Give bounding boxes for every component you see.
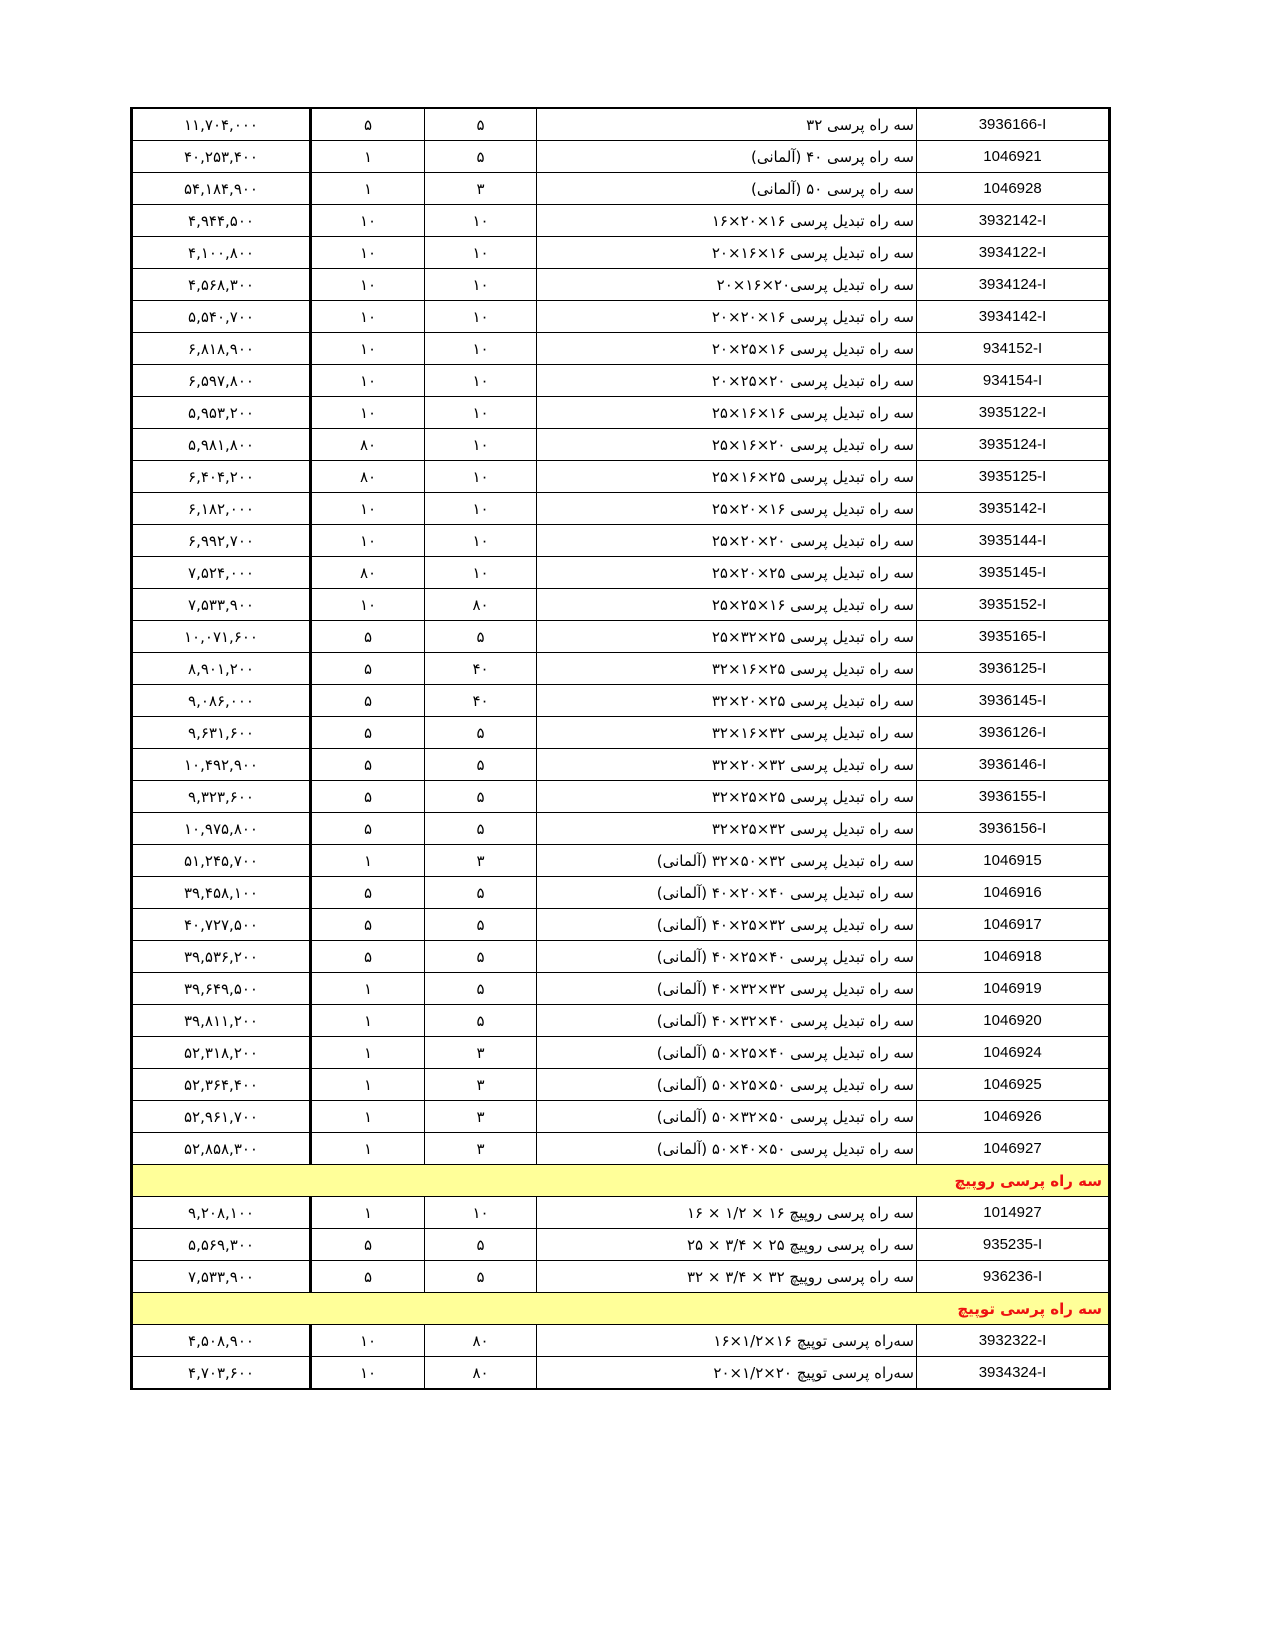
qty-box-cell: ۱: [311, 1133, 425, 1165]
price-cell: ۴,۵۰۸,۹۰۰: [132, 1325, 311, 1357]
table-row: [132, 1197, 1110, 1229]
table-row: [132, 717, 1110, 749]
description-cell: سه راه پرسی روپیچ ۲۵ × ۳/۴ × ۲۵: [537, 1229, 917, 1261]
table-row: [132, 429, 1110, 461]
qty-carton-cell: ۵: [425, 973, 537, 1005]
section-title: سه راه پرسی توپیچ: [132, 1293, 1110, 1325]
qty-carton-cell: ۴۰: [425, 685, 537, 717]
qty-carton-cell: ۸۰: [425, 1357, 537, 1390]
description-cell: سه راه تبدیل پرسی ۱۶×۲۰×۲۰: [537, 301, 917, 333]
product-code-cell: 3934142-I: [917, 301, 1110, 333]
qty-carton-cell: ۱۰: [425, 397, 537, 429]
qty-carton-cell: ۱۰: [425, 333, 537, 365]
price-cell: ۱۰,۰۷۱,۶۰۰: [132, 621, 311, 653]
qty-carton-cell: ۱۰: [425, 365, 537, 397]
product-code-cell: 1046927: [917, 1133, 1110, 1165]
price-cell: ۹,۶۳۱,۶۰۰: [132, 717, 311, 749]
description-cell: سه راه تبدیل پرسی ۵۰×۲۵×۵۰ (آلمانی): [537, 1069, 917, 1101]
table-row: [132, 269, 1110, 301]
table-row: [132, 1229, 1110, 1261]
qty-carton-cell: ۵: [425, 877, 537, 909]
description-cell: سه راه تبدیل پرسی ۵۰×۳۲×۵۰ (آلمانی): [537, 1101, 917, 1133]
product-code-cell: 3935124-I: [917, 429, 1110, 461]
product-code-cell: 1046925: [917, 1069, 1110, 1101]
description-cell: سه راه تبدیل پرسی۲۰×۱۶×۲۰: [537, 269, 917, 301]
qty-box-cell: ۱: [311, 973, 425, 1005]
description-cell: سه راه تبدیل پرسی ۳۲×۳۲×۴۰ (آلمانی): [537, 973, 917, 1005]
description-cell: سه‌راه پرسی توپیچ ۲۰×۱/۲×۲۰: [537, 1357, 917, 1390]
price-cell: ۷,۵۳۳,۹۰۰: [132, 589, 311, 621]
qty-carton-cell: ۱۰: [425, 525, 537, 557]
product-code-cell: 1046928: [917, 173, 1110, 205]
price-cell: ۵۴,۱۸۴,۹۰۰: [132, 173, 311, 205]
qty-carton-cell: ۴۰: [425, 653, 537, 685]
description-cell: سه راه تبدیل پرسی ۲۵×۲۰×۳۲: [537, 685, 917, 717]
product-code-cell: 3932322-I: [917, 1325, 1110, 1357]
product-code-cell: 1046926: [917, 1101, 1110, 1133]
qty-box-cell: ۱: [311, 1069, 425, 1101]
qty-carton-cell: ۵: [425, 1229, 537, 1261]
description-cell: سه راه تبدیل پرسی ۴۰×۲۵×۵۰ (آلمانی): [537, 1037, 917, 1069]
qty-box-cell: ۱: [311, 1037, 425, 1069]
qty-box-cell: ۱۰: [311, 301, 425, 333]
qty-box-cell: ۵: [311, 1261, 425, 1293]
qty-box-cell: ۸۰: [311, 461, 425, 493]
price-cell: ۵,۹۸۱,۸۰۰: [132, 429, 311, 461]
table-row: [132, 493, 1110, 525]
table-row: [132, 845, 1110, 877]
product-code-cell: 1046918: [917, 941, 1110, 973]
description-cell: سه راه پرسی ۳۲: [537, 108, 917, 141]
price-cell: ۳۹,۵۳۶,۲۰۰: [132, 941, 311, 973]
table-row: [132, 108, 1110, 141]
qty-box-cell: ۱: [311, 1005, 425, 1037]
price-cell: ۶,۱۸۲,۰۰۰: [132, 493, 311, 525]
qty-box-cell: ۱۰: [311, 237, 425, 269]
description-cell: سه راه تبدیل پرسی ۳۲×۲۵×۴۰ (آلمانی): [537, 909, 917, 941]
description-cell: سه راه پرسی روپیچ ۳۲ × ۳/۴ × ۳۲: [537, 1261, 917, 1293]
qty-carton-cell: ۱۰: [425, 429, 537, 461]
description-cell: سه راه تبدیل پرسی ۳۲×۵۰×۳۲ (آلمانی): [537, 845, 917, 877]
qty-carton-cell: ۵: [425, 749, 537, 781]
qty-carton-cell: ۱۰: [425, 493, 537, 525]
table-row: [132, 1101, 1110, 1133]
price-cell: ۵,۹۵۳,۲۰۰: [132, 397, 311, 429]
qty-box-cell: ۱۰: [311, 1357, 425, 1390]
price-cell: ۳۹,۸۱۱,۲۰۰: [132, 1005, 311, 1037]
qty-carton-cell: ۵: [425, 909, 537, 941]
price-cell: ۱۰,۹۷۵,۸۰۰: [132, 813, 311, 845]
table-row: [132, 685, 1110, 717]
price-cell: ۹,۲۰۸,۱۰۰: [132, 1197, 311, 1229]
product-code-cell: 3935152-I: [917, 589, 1110, 621]
description-cell: سه راه تبدیل پرسی ۱۶×۲۵×۲۵: [537, 589, 917, 621]
product-code-cell: 1014927: [917, 1197, 1110, 1229]
description-cell: سه راه تبدیل پرسی ۲۰×۱۶×۲۵: [537, 429, 917, 461]
description-cell: سه راه تبدیل پرسی ۳۲×۱۶×۳۲: [537, 717, 917, 749]
section-title: سه راه پرسی روپیچ: [132, 1165, 1110, 1197]
qty-box-cell: ۵: [311, 717, 425, 749]
description-cell: سه راه تبدیل پرسی ۱۶×۱۶×۲۵: [537, 397, 917, 429]
product-code-cell: 3936126-I: [917, 717, 1110, 749]
qty-carton-cell: ۳: [425, 1069, 537, 1101]
product-code-cell: 3932142-I: [917, 205, 1110, 237]
price-cell: ۶,۵۹۷,۸۰۰: [132, 365, 311, 397]
table-row: [132, 461, 1110, 493]
product-code-cell: 3934122-I: [917, 237, 1110, 269]
description-cell: سه راه تبدیل پرسی ۱۶×۲۵×۲۰: [537, 333, 917, 365]
qty-box-cell: ۵: [311, 877, 425, 909]
qty-carton-cell: ۵: [425, 108, 537, 141]
table-row: [132, 1037, 1110, 1069]
table-row: [132, 941, 1110, 973]
table-row: [132, 365, 1110, 397]
qty-box-cell: ۱۰: [311, 493, 425, 525]
price-cell: ۵۲,۳۱۸,۲۰۰: [132, 1037, 311, 1069]
product-code-cell: 3935125-I: [917, 461, 1110, 493]
product-code-cell: 3936146-I: [917, 749, 1110, 781]
price-cell: ۱۰,۴۹۲,۹۰۰: [132, 749, 311, 781]
table-row: [132, 1357, 1110, 1390]
product-code-cell: 3936145-I: [917, 685, 1110, 717]
product-code-cell: 3934324-I: [917, 1357, 1110, 1390]
price-cell: ۳۹,۴۵۸,۱۰۰: [132, 877, 311, 909]
table-row: [132, 1005, 1110, 1037]
price-cell: ۴۰,۷۲۷,۵۰۰: [132, 909, 311, 941]
price-cell: ۵۲,۹۶۱,۷۰۰: [132, 1101, 311, 1133]
table-row: [132, 909, 1110, 941]
description-cell: سه راه تبدیل پرسی ۱۶×۱۶×۲۰: [537, 237, 917, 269]
qty-carton-cell: ۵: [425, 941, 537, 973]
qty-box-cell: ۱۰: [311, 525, 425, 557]
qty-box-cell: ۵: [311, 1229, 425, 1261]
description-cell: سه راه پرسی روپیچ ۱۶ × ۱/۲ × ۱۶: [537, 1197, 917, 1229]
table-row: [132, 1133, 1110, 1165]
description-cell: سه راه تبدیل پرسی ۲۰×۲۵×۲۰: [537, 365, 917, 397]
qty-carton-cell: ۳: [425, 845, 537, 877]
table-row: [132, 749, 1110, 781]
table-row: [132, 141, 1110, 173]
qty-carton-cell: ۵: [425, 813, 537, 845]
price-cell: ۷,۵۲۴,۰۰۰: [132, 557, 311, 589]
table-row: [132, 621, 1110, 653]
price-cell: ۵۲,۳۶۴,۴۰۰: [132, 1069, 311, 1101]
qty-box-cell: ۵: [311, 108, 425, 141]
product-code-cell: 3935144-I: [917, 525, 1110, 557]
price-cell: ۹,۰۸۶,۰۰۰: [132, 685, 311, 717]
qty-carton-cell: ۳: [425, 1037, 537, 1069]
qty-carton-cell: ۱۰: [425, 205, 537, 237]
price-cell: ۵,۵۴۰,۷۰۰: [132, 301, 311, 333]
description-cell: سه راه تبدیل پرسی ۳۲×۲۵×۳۲: [537, 813, 917, 845]
product-code-cell: 934152-I: [917, 333, 1110, 365]
qty-box-cell: ۱۰: [311, 269, 425, 301]
qty-box-cell: ۸۰: [311, 557, 425, 589]
qty-carton-cell: ۳: [425, 173, 537, 205]
product-code-cell: 3936125-I: [917, 653, 1110, 685]
qty-carton-cell: ۱۰: [425, 301, 537, 333]
product-code-cell: 3935122-I: [917, 397, 1110, 429]
section-header-row: [132, 1293, 1110, 1325]
table-row: [132, 813, 1110, 845]
qty-box-cell: ۱۰: [311, 589, 425, 621]
description-cell: سه راه پرسی ۴۰ (آلمانی): [537, 141, 917, 173]
price-cell: ۶,۸۱۸,۹۰۰: [132, 333, 311, 365]
price-cell: ۷,۵۳۳,۹۰۰: [132, 1261, 311, 1293]
product-code-cell: 1046916: [917, 877, 1110, 909]
product-code-cell: 3936156-I: [917, 813, 1110, 845]
table-row: [132, 1069, 1110, 1101]
price-list-body: [132, 108, 1110, 1389]
product-code-cell: 1046921: [917, 141, 1110, 173]
qty-box-cell: ۵: [311, 909, 425, 941]
qty-carton-cell: ۸۰: [425, 1325, 537, 1357]
qty-carton-cell: ۱۰: [425, 237, 537, 269]
product-code-cell: 3934124-I: [917, 269, 1110, 301]
description-cell: سه راه تبدیل پرسی ۴۰×۳۲×۴۰ (آلمانی): [537, 1005, 917, 1037]
qty-carton-cell: ۳: [425, 1133, 537, 1165]
product-code-cell: 3935165-I: [917, 621, 1110, 653]
qty-box-cell: ۵: [311, 941, 425, 973]
product-code-cell: 1046919: [917, 973, 1110, 1005]
description-cell: سه راه تبدیل پرسی ۴۰×۲۵×۴۰ (آلمانی): [537, 941, 917, 973]
qty-box-cell: ۸۰: [311, 429, 425, 461]
price-list-table: [130, 107, 1111, 1390]
qty-carton-cell: ۸۰: [425, 589, 537, 621]
qty-box-cell: ۱: [311, 141, 425, 173]
qty-box-cell: ۱: [311, 845, 425, 877]
product-code-cell: 1046920: [917, 1005, 1110, 1037]
product-code-cell: 1046917: [917, 909, 1110, 941]
price-cell: ۵۲,۸۵۸,۳۰۰: [132, 1133, 311, 1165]
table-row: [132, 397, 1110, 429]
description-cell: سه راه تبدیل پرسی ۲۰×۲۰×۲۵: [537, 525, 917, 557]
qty-box-cell: ۱۰: [311, 397, 425, 429]
description-cell: سه راه تبدیل پرسی ۲۵×۳۲×۲۵: [537, 621, 917, 653]
qty-carton-cell: ۵: [425, 1261, 537, 1293]
price-cell: ۴۰,۲۵۳,۴۰۰: [132, 141, 311, 173]
table-row: [132, 557, 1110, 589]
qty-carton-cell: ۵: [425, 621, 537, 653]
price-cell: ۴,۷۰۳,۶۰۰: [132, 1357, 311, 1390]
description-cell: سه راه تبدیل پرسی ۲۵×۲۵×۳۲: [537, 781, 917, 813]
description-cell: سه راه تبدیل پرسی ۲۵×۲۰×۲۵: [537, 557, 917, 589]
price-cell: ۴,۹۴۴,۵۰۰: [132, 205, 311, 237]
table-row: [132, 525, 1110, 557]
description-cell: سه‌راه پرسی توپیچ ۱۶×۱/۲×۱۶: [537, 1325, 917, 1357]
product-code-cell: 3935142-I: [917, 493, 1110, 525]
table-row: [132, 973, 1110, 1005]
price-cell: ۹,۳۲۳,۶۰۰: [132, 781, 311, 813]
product-code-cell: 935235-I: [917, 1229, 1110, 1261]
qty-box-cell: ۵: [311, 653, 425, 685]
description-cell: سه راه تبدیل پرسی ۴۰×۲۰×۴۰ (آلمانی): [537, 877, 917, 909]
table-row: [132, 173, 1110, 205]
product-code-cell: 3935145-I: [917, 557, 1110, 589]
qty-box-cell: ۱۰: [311, 1325, 425, 1357]
description-cell: سه راه پرسی ۵۰ (آلمانی): [537, 173, 917, 205]
price-cell: ۶,۴۰۴,۲۰۰: [132, 461, 311, 493]
description-cell: سه راه تبدیل پرسی ۱۶×۲۰×۱۶: [537, 205, 917, 237]
price-cell: ۴,۱۰۰,۸۰۰: [132, 237, 311, 269]
qty-box-cell: ۵: [311, 813, 425, 845]
qty-carton-cell: ۱۰: [425, 557, 537, 589]
qty-box-cell: ۵: [311, 621, 425, 653]
product-code-cell: 3936166-I: [917, 108, 1110, 141]
product-code-cell: 3936155-I: [917, 781, 1110, 813]
qty-box-cell: ۱: [311, 1101, 425, 1133]
product-code-cell: 1046915: [917, 845, 1110, 877]
product-code-cell: 936236-I: [917, 1261, 1110, 1293]
table-row: [132, 589, 1110, 621]
price-cell: ۵,۵۶۹,۳۰۰: [132, 1229, 311, 1261]
qty-carton-cell: ۵: [425, 141, 537, 173]
product-code-cell: 1046924: [917, 1037, 1110, 1069]
qty-box-cell: ۵: [311, 781, 425, 813]
table-row: [132, 781, 1110, 813]
table-row: [132, 237, 1110, 269]
price-cell: ۱۱,۷۰۴,۰۰۰: [132, 108, 311, 141]
description-cell: سه راه تبدیل پرسی ۵۰×۴۰×۵۰ (آلمانی): [537, 1133, 917, 1165]
price-cell: ۵۱,۲۴۵,۷۰۰: [132, 845, 311, 877]
qty-carton-cell: ۱۰: [425, 269, 537, 301]
qty-box-cell: ۵: [311, 685, 425, 717]
table-row: [132, 877, 1110, 909]
qty-box-cell: ۵: [311, 749, 425, 781]
qty-carton-cell: ۵: [425, 781, 537, 813]
price-cell: ۸,۹۰۱,۲۰۰: [132, 653, 311, 685]
qty-carton-cell: ۳: [425, 1101, 537, 1133]
price-cell: ۳۹,۶۴۹,۵۰۰: [132, 973, 311, 1005]
qty-box-cell: ۱۰: [311, 205, 425, 237]
qty-carton-cell: ۱۰: [425, 1197, 537, 1229]
table-row: [132, 205, 1110, 237]
qty-box-cell: ۱۰: [311, 365, 425, 397]
description-cell: سه راه تبدیل پرسی ۲۵×۱۶×۲۵: [537, 461, 917, 493]
qty-box-cell: ۱: [311, 173, 425, 205]
table-row: [132, 1261, 1110, 1293]
qty-box-cell: ۱۰: [311, 333, 425, 365]
table-row: [132, 1325, 1110, 1357]
product-code-cell: 934154-I: [917, 365, 1110, 397]
description-cell: سه راه تبدیل پرسی ۳۲×۲۰×۳۲: [537, 749, 917, 781]
price-cell: ۴,۵۶۸,۳۰۰: [132, 269, 311, 301]
table-row: [132, 301, 1110, 333]
description-cell: سه راه تبدیل پرسی ۱۶×۲۰×۲۵: [537, 493, 917, 525]
price-cell: ۶,۹۹۲,۷۰۰: [132, 525, 311, 557]
qty-carton-cell: ۵: [425, 717, 537, 749]
table-row: [132, 653, 1110, 685]
table-row: [132, 333, 1110, 365]
section-header-row: [132, 1165, 1110, 1197]
qty-box-cell: ۱: [311, 1197, 425, 1229]
qty-carton-cell: ۵: [425, 1005, 537, 1037]
description-cell: سه راه تبدیل پرسی ۲۵×۱۶×۳۲: [537, 653, 917, 685]
qty-carton-cell: ۱۰: [425, 461, 537, 493]
